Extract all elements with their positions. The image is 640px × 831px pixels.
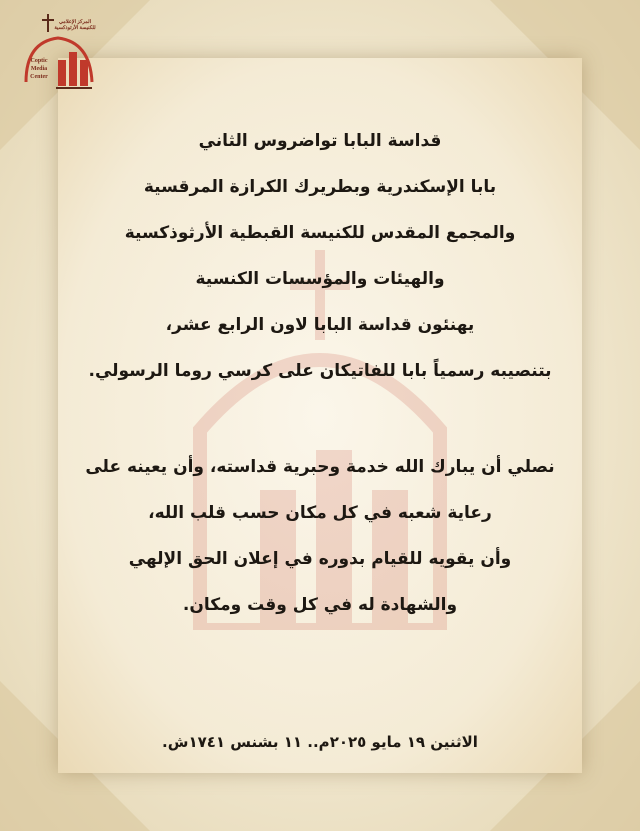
logo-word-center: Center <box>30 74 48 80</box>
prayer-line-4: والشهادة له في كل وقت ومكان. <box>182 595 458 615</box>
coptic-media-center-logo <box>18 12 98 94</box>
message-line-5: يهنئون قداسة البابا لاون الرابع عشر، <box>165 315 475 335</box>
message-line-3: والمجمع المقدس للكنيسة القبطية الأرثوذكسية <box>124 223 516 243</box>
logo-arabic-title: المركز الإعلامي للكنيسة الأرثوذكسية <box>54 20 96 31</box>
paragraph-gap <box>70 394 570 444</box>
congratulation-message <box>70 118 570 628</box>
message-line-2: بابا الإسكندرية وبطريرك الكرازة المرقسية <box>143 177 497 197</box>
logo-word-coptic: Coptic <box>30 58 48 64</box>
message-line-1: قداسة البابا تواضروس الثاني <box>198 131 442 151</box>
message-line-4: والهيئات والمؤسسات الكنسية <box>195 269 445 289</box>
prayer-line-3: وأن يقويه للقيام بدوره في إعلان الحق الإلهي <box>128 549 512 569</box>
prayer-line-1: نصلي أن يبارك الله خدمة وحبرية قداسته، وأن يعينه على <box>85 457 555 477</box>
prayer-line-2: رعاية شعبه في كل مكان حسب قلب الله، <box>148 503 492 523</box>
message-line-6: بتنصيبه رسمياً بابا للفاتيكان على كرسي روما الرسولي. <box>88 361 552 381</box>
message-date: الاثنين ١٩ مايو ٢٠٢٥م.. ١١ بشنس ١٧٤١ش. <box>162 733 478 751</box>
logo-word-media: Media <box>30 66 48 72</box>
